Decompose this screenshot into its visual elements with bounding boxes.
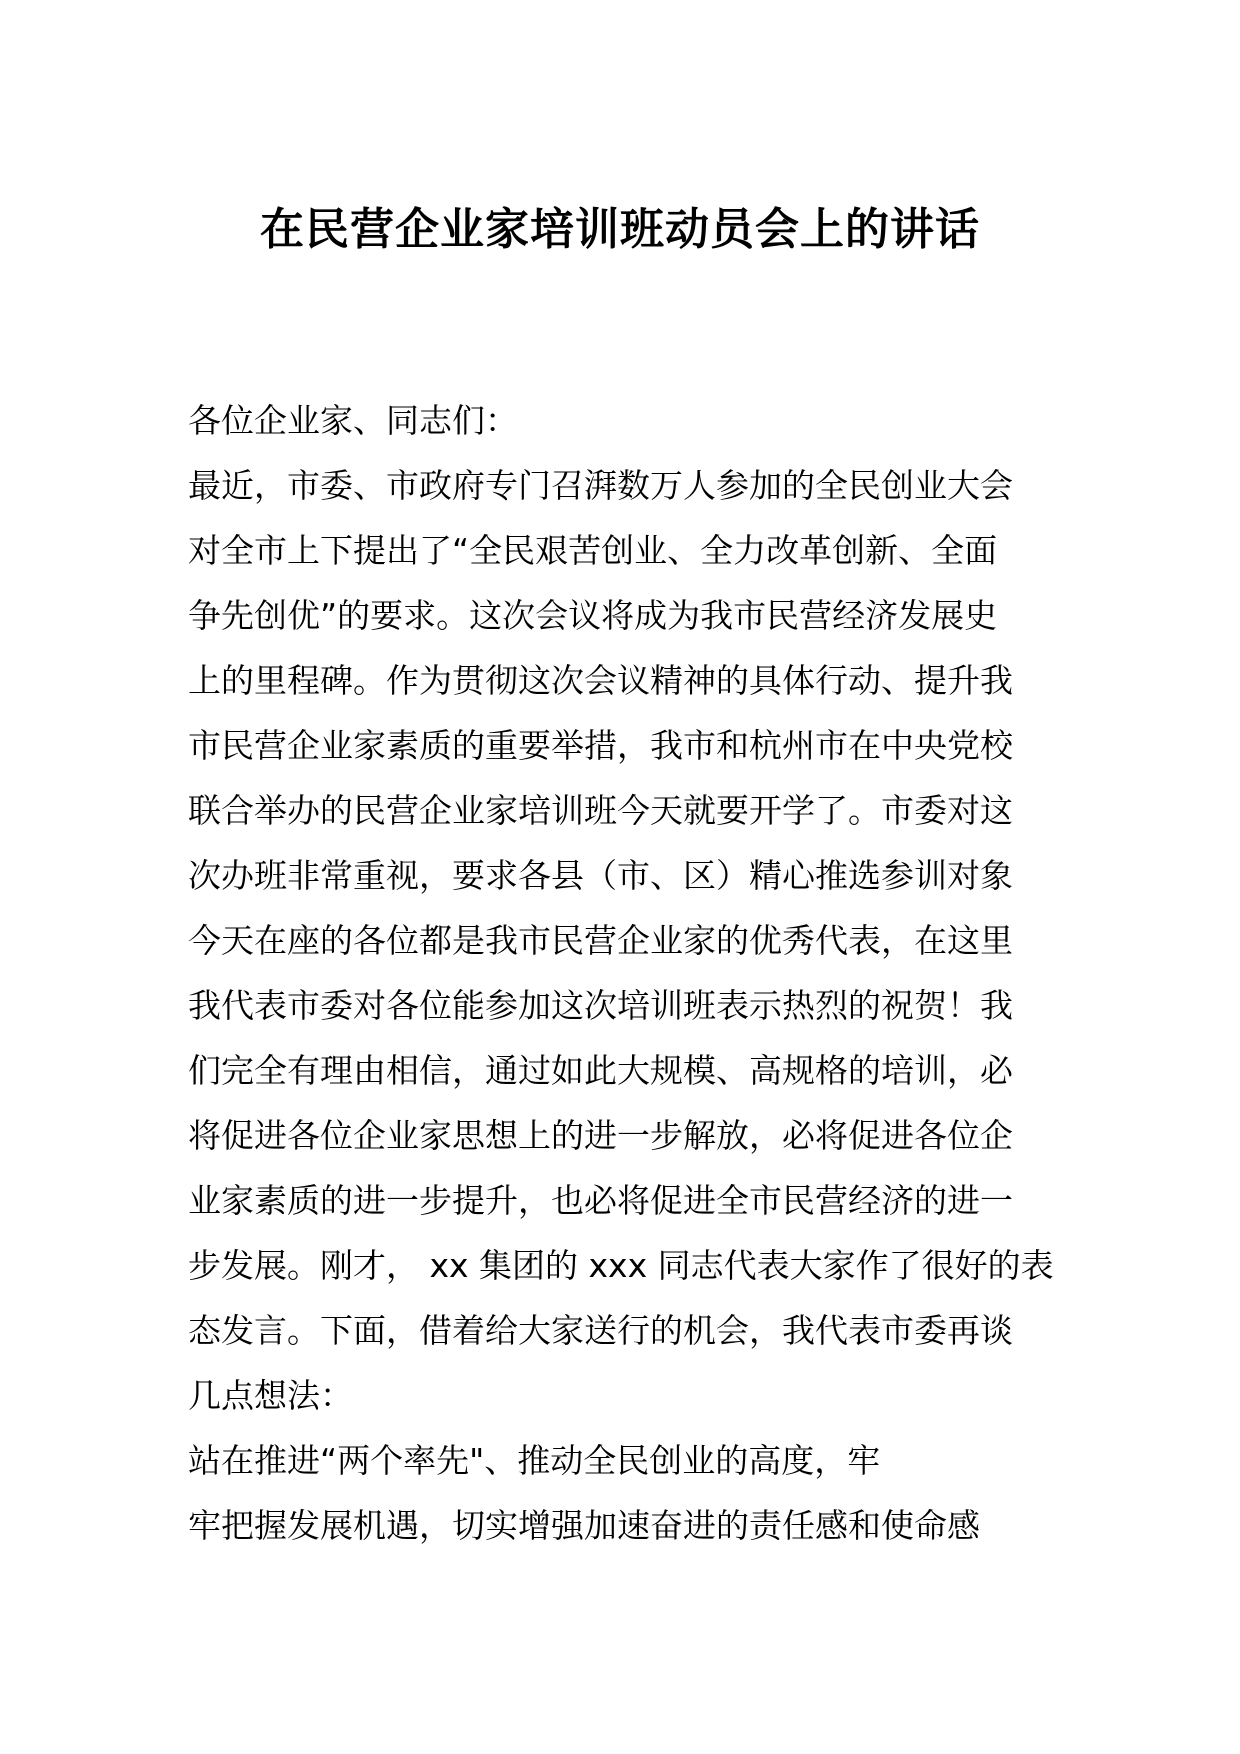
paragraph-line: 次办班非常重视，要求各县（市、区）精心推选参训对象 bbox=[188, 856, 1013, 895]
section-heading-line: 站在推进“两个率先"、推动全民创业的高度，牢 bbox=[188, 1441, 881, 1480]
paragraph-line: 今天在座的各位都是我市民营企业家的优秀代表，在这里 bbox=[188, 921, 1013, 960]
paragraph-line: 们完全有理由相信，通过如此大规模、高规格的培训，必 bbox=[188, 1051, 1013, 1090]
paragraph-line: 市民营企业家素质的重要举措，我市和杭州市在中央党校 bbox=[188, 726, 1013, 765]
paragraph-line: 争先创优”的要求。这次会议将成为我市民营经济发展史 bbox=[188, 596, 998, 635]
paragraph-line: 我代表市委对各位能参加这次培训班表示热烈的祝贺！我 bbox=[188, 986, 1013, 1025]
paragraph-line: 几点想法： bbox=[188, 1376, 353, 1415]
paragraph-line: 态发言。下面，借着给大家送行的机会，我代表市委再谈 bbox=[188, 1311, 1013, 1350]
paragraph-line: 上的里程碑。作为贯彻这次会议精神的具体行动、提升我 bbox=[188, 661, 1013, 700]
document-title: 在民营企业家培训班动员会上的讲话 bbox=[260, 204, 980, 255]
paragraph-line: 步发展。刚才， xx 集团的 xxx 同志代表大家作了很好的表 bbox=[188, 1246, 1054, 1285]
paragraph-line: 将促进各位企业家思想上的进一步解放，必将促进各位企 bbox=[188, 1116, 1013, 1155]
paragraph-line: 最近，市委、市政府专门召湃数万人参加的全民创业大会 bbox=[188, 466, 1013, 505]
document-body bbox=[188, 388, 1068, 1558]
paragraph-line: 联合举办的民营企业家培训班今天就要开学了。市委对这 bbox=[188, 791, 1013, 830]
section-heading-line: 牢把握发展机遇，切实增强加速奋进的责任感和使命感 bbox=[188, 1506, 980, 1545]
paragraph-line: 业家素质的进一步提升，也必将促进全市民营经济的进一 bbox=[188, 1181, 1013, 1220]
paragraph-line: 对全市上下提出了“全民艰苦创业、全力改革创新、全面 bbox=[188, 531, 998, 570]
salutation-line: 各位企业家、同志们： bbox=[188, 401, 518, 440]
